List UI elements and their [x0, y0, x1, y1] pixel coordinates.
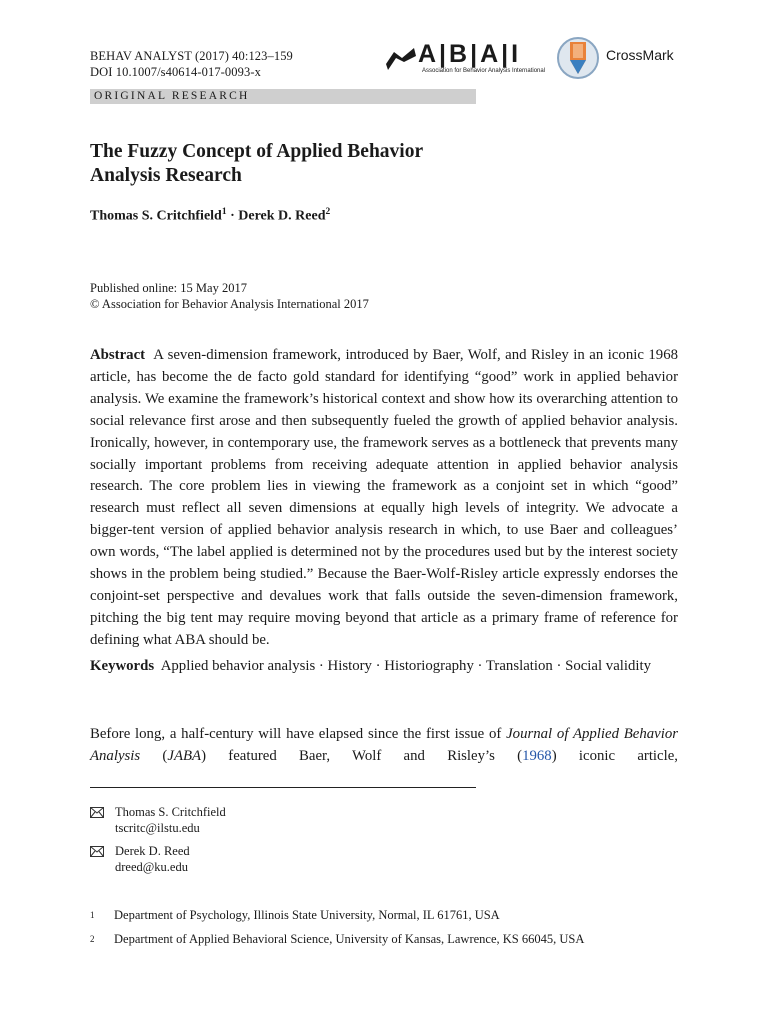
- journal-abbr: JABA: [167, 747, 202, 764]
- affiliation-1-number: 1: [90, 910, 95, 920]
- affiliation-1-text: Department of Psychology, Illinois State University, Normal, IL 61761, USA: [114, 908, 500, 922]
- copyright: © Association for Behavior Analysis International 2017: [90, 297, 369, 311]
- crossmark-icon[interactable]: [556, 34, 600, 82]
- publisher-logos: [384, 34, 710, 84]
- abai-logo-subtitle: Association for Behavior Analysis International: [422, 68, 546, 74]
- keywords-label: Keywords: [90, 658, 155, 674]
- intro-text-4: ) iconic article,: [551, 747, 678, 764]
- contact-1: [90, 804, 226, 836]
- author-2-affiliation: 2: [325, 207, 331, 217]
- abai-logo-text: A|B|A|I: [418, 40, 522, 68]
- contact-1-email[interactable]: tscritc@ilstu.edu: [115, 821, 200, 835]
- envelope-icon: [90, 804, 107, 822]
- journal-name: Journal of Applied Behavior Analysis: [90, 726, 678, 764]
- author-1-affiliation: 1: [221, 207, 227, 217]
- keywords-text: Applied behavior analysis · History · Historiography · Translation · Social validity: [160, 658, 652, 674]
- intro-text-2: (: [140, 747, 168, 764]
- footnote-divider: [90, 787, 476, 788]
- publication-info: [90, 280, 369, 312]
- author-2[interactable]: Derek D. Reed: [238, 208, 326, 224]
- reference-link[interactable]: 1968: [522, 747, 552, 764]
- published-date: Published online: 15 May 2017: [90, 281, 247, 295]
- intro-text-1: Before long, a half-century will have elapsed since the first issue of: [90, 726, 507, 742]
- journal-citation: BEHAV ANALYST (2017) 40:123–159: [90, 49, 293, 63]
- contact-2: [90, 843, 190, 875]
- affiliation-1: [90, 907, 500, 923]
- author-list: [90, 207, 330, 225]
- contact-1-name: Thomas S. Critchfield: [115, 805, 226, 819]
- title-line-2: Analysis Research: [90, 165, 242, 186]
- author-separator: ·: [226, 208, 239, 224]
- section-label: ORIGINAL RESEARCH: [94, 90, 250, 102]
- intro-paragraph: [90, 724, 678, 767]
- title-line-1: The Fuzzy Concept of Applied Behavior: [90, 141, 424, 162]
- doi[interactable]: DOI 10.1007/s40614-017-0093-x: [90, 65, 261, 79]
- abai-bird-icon: [384, 42, 418, 76]
- envelope-icon: [90, 843, 107, 861]
- keywords: [90, 656, 678, 676]
- affiliation-2: [90, 931, 584, 947]
- section-banner: [90, 89, 476, 104]
- contact-2-email[interactable]: dreed@ku.edu: [115, 860, 188, 874]
- intro-text-3: ) featured Baer, Wolf and Risley’s (: [201, 747, 523, 764]
- abstract: [90, 345, 678, 652]
- article-title: [90, 140, 610, 188]
- affiliation-2-number: 2: [90, 934, 95, 944]
- affiliation-2-text: Department of Applied Behavioral Science, University of Kansas, Lawrence, KS 66045, USA: [114, 932, 585, 946]
- abstract-text: A seven-dimension framework, introduced by Baer, Wolf, and Risley in an iconic 1968 article, has become the de facto gold standard for identifying “good” work in applied behavior analysis. We examine the framework’s historical context and show how its overarching attention to social relevance first arose and then subsequently fueled the growth of applied behavior analysis. Ironically, however, in contemporary use, the framework serves as a bottleneck that prevents many socially important problems from receiving adequate attention in applied behavior analysis research. The core problem lies in viewing the framework as a conjoint set in which “good” research must reflect all seven dimensions at equally high levels of integrity. We advocate a bigger-tent version of applied behavior analysis research in which, to use Baer and colleagues’ own words, “The label applied is determined not by the procedures used but by the interest society shows in the problem being studied.” Because the Baer-Wolf-Risley article expressly endorses the conjoint-set perspective and devalues work that falls outside the seven-dimension framework, pitching the big tent may require moving beyond that article as a primary frame of reference for defining what ABA should be.: [90, 347, 678, 648]
- crossmark-label[interactable]: CrossMark: [606, 47, 674, 63]
- abstract-label: Abstract: [90, 347, 146, 363]
- author-1[interactable]: Thomas S. Critchfield: [90, 208, 222, 224]
- contact-2-name: Derek D. Reed: [115, 844, 190, 858]
